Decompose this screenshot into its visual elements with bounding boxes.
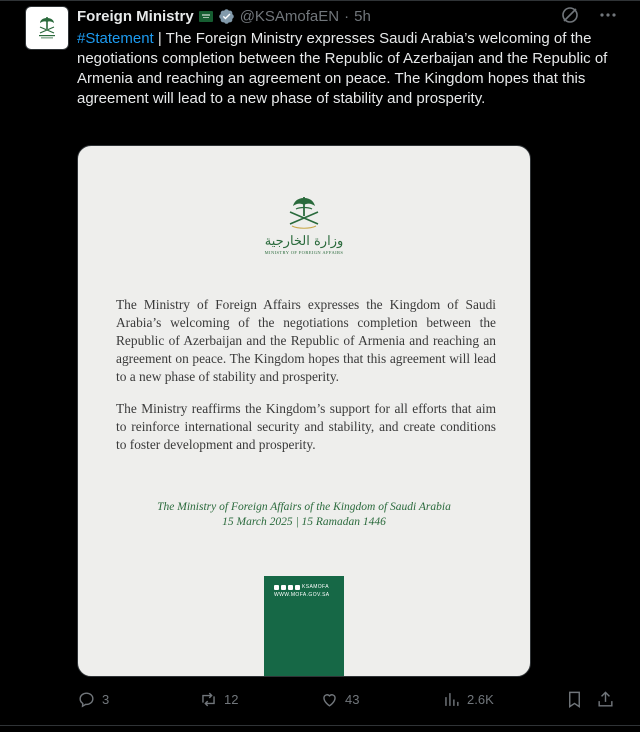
instagram-icon: [288, 585, 293, 590]
ministry-arabic-title: وزارة الخارجية: [264, 234, 344, 249]
website-url: WWW.MOFA.GOV.SA: [274, 592, 330, 598]
reply-button[interactable]: [77, 690, 109, 709]
verified-badge-icon[interactable]: [218, 8, 235, 25]
author-name[interactable]: Foreign Ministry: [77, 7, 194, 25]
views-button[interactable]: [442, 690, 494, 709]
share-button[interactable]: [596, 690, 615, 709]
footer-block: [264, 576, 344, 677]
ministry-english-title: MINISTRY OF FOREIGN AFFAIRS: [264, 250, 344, 255]
youtube-icon: [274, 585, 279, 590]
saudi-flag-icon: [199, 11, 213, 22]
bookmark-icon: [565, 690, 584, 709]
bottom-divider: [0, 725, 640, 726]
repost-count: 12: [224, 692, 239, 707]
view-count: 2.6K: [467, 692, 494, 707]
signature-date: 15 March 2025 | 15 Ramadan 1446: [222, 516, 386, 528]
statement-paragraph-2: The Ministry reaffirms the Kingdom’s support for all efforts that aim to reinforce international security and stability, and create conditions to foster development and prosperity.: [116, 401, 496, 452]
action-bar: [77, 688, 617, 714]
more-options-icon[interactable]: [598, 5, 618, 25]
post-time[interactable]: 5h: [354, 7, 371, 25]
hashtag-link[interactable]: #Statement: [77, 30, 154, 47]
x-icon: [295, 585, 300, 590]
heart-icon: [320, 690, 339, 709]
reply-count: 3: [102, 692, 110, 707]
grok-icon[interactable]: [560, 5, 580, 25]
share-icon: [596, 690, 615, 709]
top-divider: [0, 0, 640, 1]
tweet-header: [77, 5, 371, 27]
repost-icon: [199, 690, 218, 709]
separator-dot: ·: [344, 7, 350, 25]
like-count: 43: [345, 692, 360, 707]
avatar[interactable]: [25, 6, 69, 50]
analytics-icon: [442, 690, 461, 709]
header-actions: [560, 5, 618, 25]
like-button[interactable]: [320, 690, 359, 709]
signature: [78, 500, 530, 530]
author-handle[interactable]: @KSAmofaEN: [239, 7, 340, 25]
tweet-body: | The Foreign Ministry expresses Saudi Arabia’s welcoming of the negotiations completion between the Republic of Azerbaijan and the Republic of Armenia and reaching an agreement on peace. The Kingdom hopes that this agreement will lead to a new phase of stability and prosperity.: [77, 30, 608, 107]
saudi-emblem-icon: [278, 194, 330, 232]
tweet-text: [77, 29, 617, 109]
repost-button[interactable]: [199, 690, 238, 709]
social-handle: KSAMOFA: [302, 584, 329, 590]
bookmark-button[interactable]: [565, 690, 584, 709]
reply-icon: [77, 690, 96, 709]
mofa-emblem-icon: [32, 13, 62, 43]
signature-line-1: The Ministry of Foreign Affairs of the Kingdom of Saudi Arabia: [157, 501, 451, 513]
attached-image[interactable]: [77, 145, 531, 677]
facebook-icon: [281, 585, 286, 590]
statement-paragraph-1: The Ministry of Foreign Affairs expresses the Kingdom of Saudi Arabia’s welcoming of the negotiations completion between the Republic of Azerbaijan and the Republic of Armenia and reaching an agreement on peace. The Kingdom hopes that this agreement will lead to a new phase of stability and prosperity.: [116, 297, 496, 384]
social-icons: [274, 584, 329, 590]
